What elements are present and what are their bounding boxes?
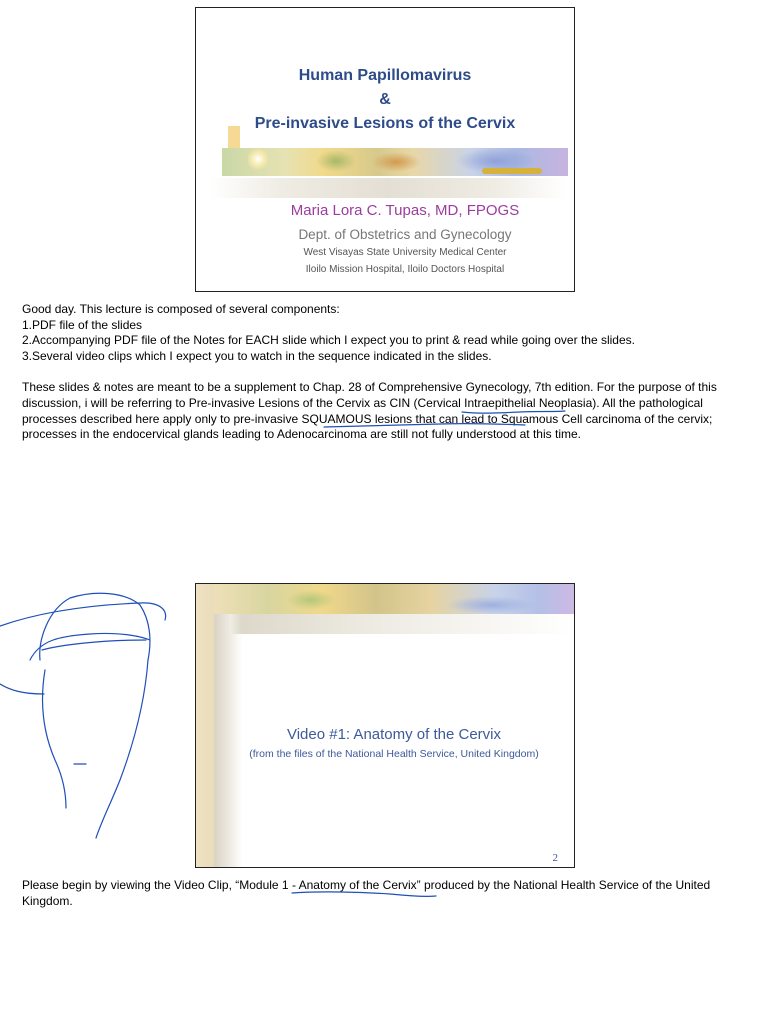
slide-title-line-2: & bbox=[379, 91, 391, 108]
notes-item-3: 3.Several video clips which I expect you to watch in the sequence indicated in the slides. bbox=[22, 348, 492, 363]
notes-paragraph: Please begin by viewing the Video Clip, “Module 1 - Anatomy of the Cervix” produced by the National Health Service of the United Kingdom. bbox=[22, 878, 711, 908]
notes-item-2: 2.Accompanying PDF file of the Notes for EACH slide which I expect you to print & read while going over the slides. bbox=[22, 333, 635, 348]
slide-title-line-3: Pre-invasive Lesions of the Cervix bbox=[254, 115, 516, 132]
affiliation-2: Iloilo Mission Hospital, Iloilo Doctors Hospital bbox=[305, 264, 505, 275]
department: Dept. of Obstetrics and Gynecology bbox=[298, 227, 512, 242]
notes-intro: Good day. This lecture is composed of several components: bbox=[22, 302, 340, 316]
notes-paragraph: These slides & notes are meant to be a supplement to Chap. 28 of Comprehensive Gynecology, 7th edition. For the purpose of this discussion, i will be referring to Pre-invasive Lesions of the Cervix as CIN (Cervical Intraepithelial Neoplasia). All the pathological processes described here apply only to pre-invasive SQUAMOUS lesions that can lead to Squamous Cell carcinoma of the cervix; processes in the endocervical glands leading to Adenocarcinoma are still not fully understood at this time. bbox=[22, 380, 717, 442]
slide-subtitle: (from the files of the National Health Service, United Kingdom) bbox=[249, 748, 539, 760]
notes-slide-2 bbox=[22, 878, 752, 909]
notes-item-1: 1.PDF file of the slides bbox=[22, 317, 143, 332]
author-name: Maria Lora C. Tupas, MD, FPOGS bbox=[290, 202, 520, 219]
slide-title-line-1: Human Papillomavirus bbox=[298, 67, 472, 84]
affiliation-1: West Visayas State University Medical Center bbox=[303, 247, 507, 258]
notes-slide-1 bbox=[22, 302, 752, 443]
ink-sketch bbox=[0, 603, 166, 626]
slide-1 bbox=[195, 7, 575, 292]
slide-2 bbox=[195, 583, 575, 868]
slide-page-number: 2 bbox=[552, 852, 558, 864]
decorative-banner bbox=[196, 126, 574, 206]
slide-title: Video #1: Anatomy of the Cervix bbox=[286, 726, 501, 743]
